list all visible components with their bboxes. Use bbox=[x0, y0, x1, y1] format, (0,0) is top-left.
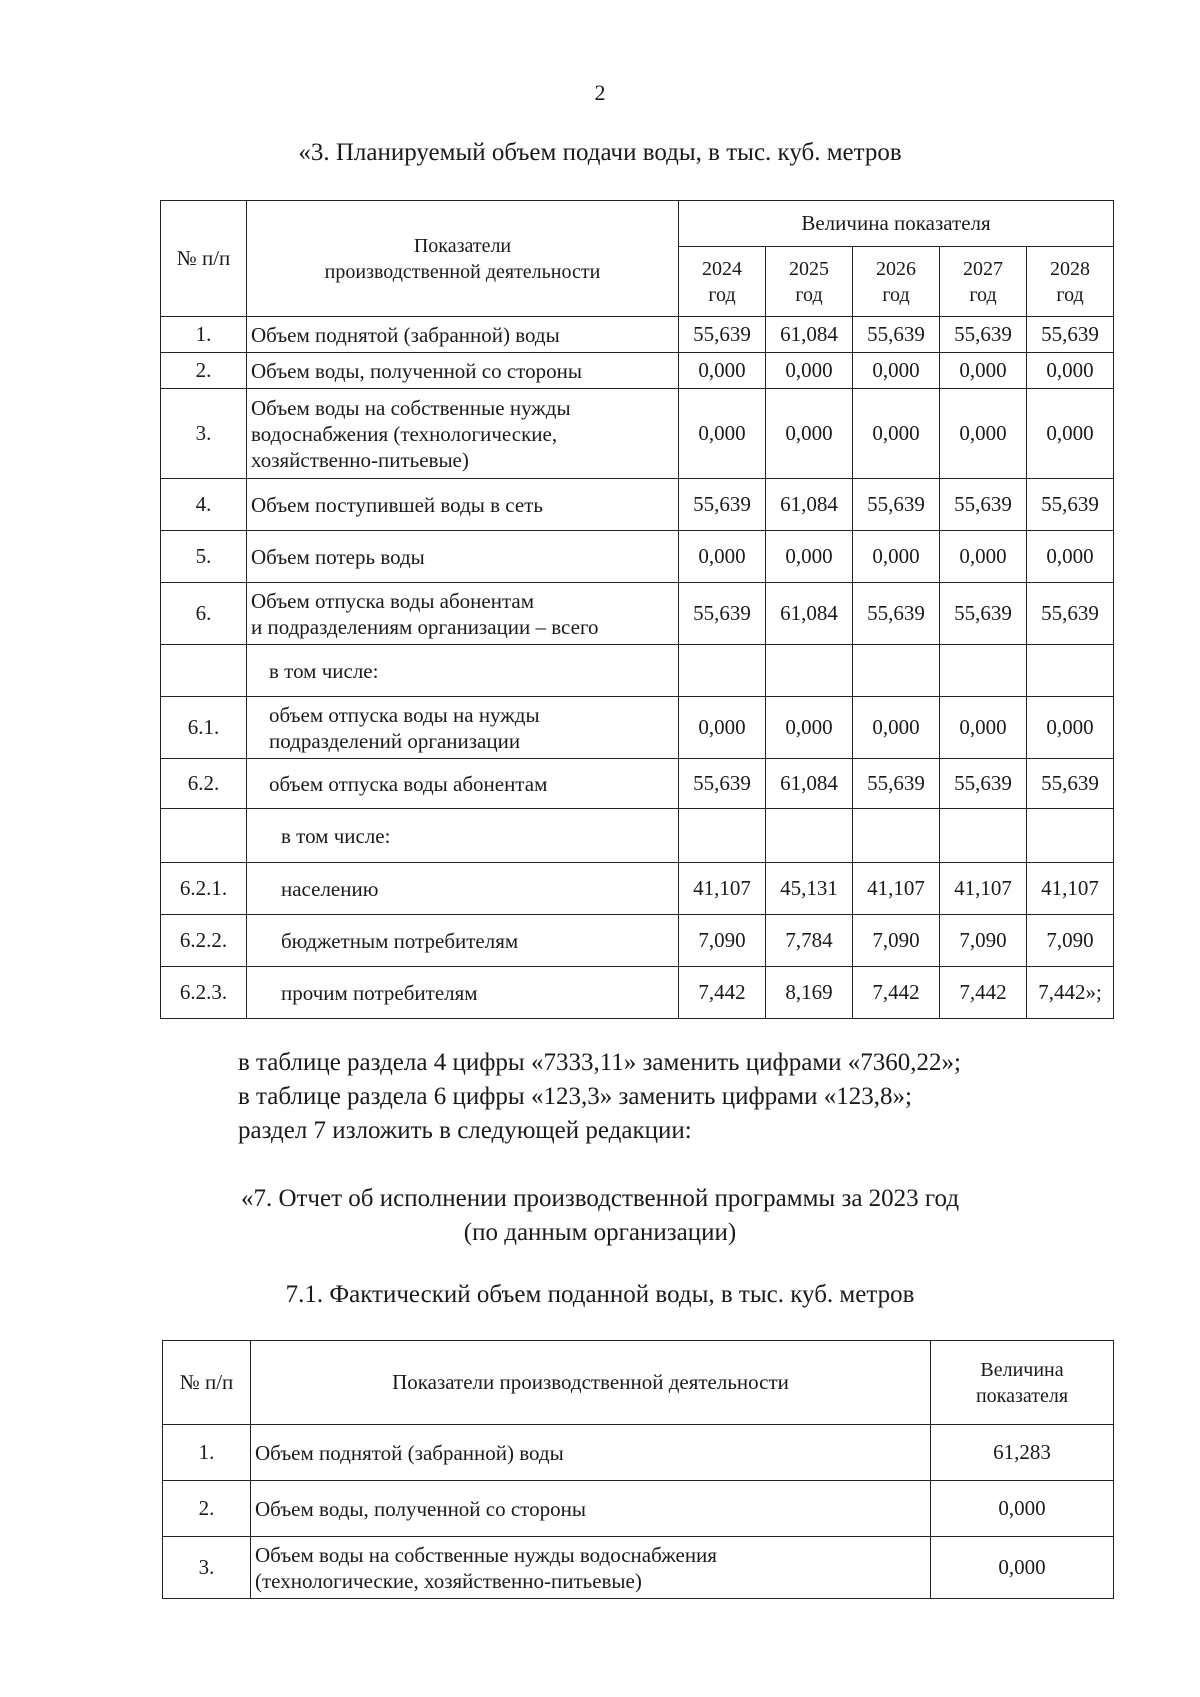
row-value: 0,000 bbox=[766, 531, 853, 583]
row-value: 7,090 bbox=[1027, 915, 1114, 967]
row-indicator: населению bbox=[247, 863, 679, 915]
row-value: 7,090 bbox=[679, 915, 766, 967]
row-value bbox=[853, 645, 940, 697]
row-value: 0,000 bbox=[931, 1481, 1114, 1537]
row-value: 0,000 bbox=[931, 1537, 1114, 1599]
header-year: 2027 год bbox=[940, 247, 1027, 317]
table-row bbox=[161, 353, 1114, 389]
row-num: 2. bbox=[161, 353, 247, 389]
table-row bbox=[163, 1537, 1114, 1599]
table-row bbox=[161, 863, 1114, 915]
row-indicator: бюджетным потребителям bbox=[247, 915, 679, 967]
header-year: 2026 год bbox=[853, 247, 940, 317]
row-value: 0,000 bbox=[853, 697, 940, 759]
row-value bbox=[1027, 809, 1114, 863]
row-indicator: Объем воды, полученной со стороны bbox=[247, 353, 679, 389]
row-value: 55,639 bbox=[1027, 759, 1114, 809]
row-num: 6.2.3. bbox=[161, 967, 247, 1019]
section-3-title: «3. Планируемый объем подачи воды, в тыс. куб. метров bbox=[298, 139, 902, 166]
row-indicator: в том числе: bbox=[247, 645, 679, 697]
row-indicator: Объем потерь воды bbox=[247, 531, 679, 583]
row-num bbox=[161, 645, 247, 697]
row-value: 55,639 bbox=[853, 583, 940, 645]
row-value: 0,000 bbox=[766, 389, 853, 479]
table-row bbox=[161, 583, 1114, 645]
table-row bbox=[161, 915, 1114, 967]
row-value: 61,084 bbox=[766, 583, 853, 645]
row-indicator: Объем поднятой (забранной) воды bbox=[247, 317, 679, 353]
row-value: 55,639 bbox=[1027, 479, 1114, 531]
row-num: 1. bbox=[163, 1425, 251, 1481]
row-value: 0,000 bbox=[940, 389, 1027, 479]
row-value bbox=[940, 809, 1027, 863]
row-value: 41,107 bbox=[940, 863, 1027, 915]
row-value: 55,639 bbox=[679, 479, 766, 531]
row-value: 61,084 bbox=[766, 479, 853, 531]
row-indicator: объем отпуска воды абонентам bbox=[247, 759, 679, 809]
row-value: 0,000 bbox=[679, 531, 766, 583]
row-value: 41,107 bbox=[853, 863, 940, 915]
row-value: 0,000 bbox=[766, 697, 853, 759]
row-value: 0,000 bbox=[1027, 531, 1114, 583]
header-indicator: Показатели производственной деятельности bbox=[247, 201, 679, 317]
header-num: № п/п bbox=[163, 1341, 251, 1425]
row-value: 7,784 bbox=[766, 915, 853, 967]
section-7-title: «7. Отчет об исполнении производственной программы за 2023 год (по данным организации) bbox=[240, 1185, 960, 1246]
table-row bbox=[161, 809, 1114, 863]
row-value bbox=[766, 645, 853, 697]
header-num: № п/п bbox=[161, 201, 247, 317]
row-indicator: прочим потребителям bbox=[247, 967, 679, 1019]
row-value: 8,169 bbox=[766, 967, 853, 1019]
row-value: 55,639 bbox=[1027, 317, 1114, 353]
header-year: 2024 год bbox=[679, 247, 766, 317]
row-value: 0,000 bbox=[679, 697, 766, 759]
row-num: 4. bbox=[161, 479, 247, 531]
row-num: 3. bbox=[163, 1537, 251, 1599]
row-value: 7,442 bbox=[853, 967, 940, 1019]
row-indicator: в том числе: bbox=[247, 809, 679, 863]
row-value: 0,000 bbox=[1027, 353, 1114, 389]
row-value: 7,442 bbox=[679, 967, 766, 1019]
table-row bbox=[163, 1481, 1114, 1537]
planned-water-supply-table bbox=[160, 200, 1114, 1019]
row-value: 61,084 bbox=[766, 317, 853, 353]
row-num: 5. bbox=[161, 531, 247, 583]
row-indicator: Объем отпуска воды абонентам и подразделениям организации – всего bbox=[247, 583, 679, 645]
row-value: 55,639 bbox=[679, 317, 766, 353]
row-value: 0,000 bbox=[1027, 697, 1114, 759]
row-value: 55,639 bbox=[853, 317, 940, 353]
table-row bbox=[161, 697, 1114, 759]
row-value bbox=[679, 645, 766, 697]
table-row bbox=[161, 531, 1114, 583]
table-row bbox=[161, 479, 1114, 531]
row-num: 6.2.1. bbox=[161, 863, 247, 915]
header-value: Величина показателя bbox=[931, 1341, 1114, 1425]
row-indicator: Объем поступившей воды в сеть bbox=[247, 479, 679, 531]
row-value: 61,283 bbox=[931, 1425, 1114, 1481]
row-num: 2. bbox=[163, 1481, 251, 1537]
row-value: 61,084 bbox=[766, 759, 853, 809]
row-value bbox=[766, 809, 853, 863]
row-value: 0,000 bbox=[853, 353, 940, 389]
row-value: 0,000 bbox=[940, 697, 1027, 759]
amendment-line: в таблице раздела 4 цифры «7333,11» заменить цифрами «7360,22»; bbox=[238, 1049, 961, 1076]
row-value: 55,639 bbox=[853, 759, 940, 809]
actual-water-supply-table bbox=[162, 1340, 1114, 1599]
row-num bbox=[161, 809, 247, 863]
page-number: 2 bbox=[594, 80, 606, 105]
header-year: 2025 год bbox=[766, 247, 853, 317]
row-value bbox=[940, 645, 1027, 697]
row-value: 55,639 bbox=[853, 479, 940, 531]
table-row bbox=[161, 317, 1114, 353]
row-num: 1. bbox=[161, 317, 247, 353]
row-value bbox=[1027, 645, 1114, 697]
table-row bbox=[161, 645, 1114, 697]
row-num: 6.1. bbox=[161, 697, 247, 759]
row-value bbox=[853, 809, 940, 863]
row-value: 7,442 bbox=[940, 967, 1027, 1019]
row-num: 6.2. bbox=[161, 759, 247, 809]
table-row bbox=[161, 389, 1114, 479]
amendment-line: в таблице раздела 6 цифры «123,3» заменить цифрами «123,8»; bbox=[238, 1083, 912, 1110]
amendments-text bbox=[238, 1046, 1138, 1148]
row-num: 3. bbox=[161, 389, 247, 479]
row-value: 0,000 bbox=[679, 389, 766, 479]
row-value: 0,000 bbox=[853, 531, 940, 583]
row-value: 45,131 bbox=[766, 863, 853, 915]
row-value: 55,639 bbox=[679, 583, 766, 645]
row-num: 6. bbox=[161, 583, 247, 645]
row-value: 0,000 bbox=[940, 353, 1027, 389]
row-value: 55,639 bbox=[1027, 583, 1114, 645]
header-year: 2028 год bbox=[1027, 247, 1114, 317]
row-indicator: объем отпуска воды на нужды подразделений организации bbox=[247, 697, 679, 759]
table-row bbox=[161, 967, 1114, 1019]
row-indicator: Объем воды на собственные нужды водоснабжения (технологические, хозяйственно-питьевые) bbox=[247, 389, 679, 479]
row-value: 55,639 bbox=[940, 759, 1027, 809]
row-value: 7,090 bbox=[940, 915, 1027, 967]
row-value: 55,639 bbox=[679, 759, 766, 809]
row-value: 55,639 bbox=[940, 479, 1027, 531]
amendment-line: раздел 7 изложить в следующей редакции: bbox=[238, 1117, 692, 1144]
row-value bbox=[679, 809, 766, 863]
table-row bbox=[163, 1425, 1114, 1481]
row-value: 55,639 bbox=[940, 317, 1027, 353]
row-value: 7,090 bbox=[853, 915, 940, 967]
row-value: 41,107 bbox=[1027, 863, 1114, 915]
row-indicator: Объем воды на собственные нужды водоснабжения (технологические, хозяйственно-питьевые) bbox=[251, 1537, 931, 1599]
row-value: 0,000 bbox=[679, 353, 766, 389]
row-value: 0,000 bbox=[853, 389, 940, 479]
row-value: 0,000 bbox=[766, 353, 853, 389]
row-num: 6.2.2. bbox=[161, 915, 247, 967]
table-row bbox=[161, 759, 1114, 809]
row-value: 55,639 bbox=[940, 583, 1027, 645]
row-indicator: Объем поднятой (забранной) воды bbox=[251, 1425, 931, 1481]
row-value: 7,442»; bbox=[1027, 967, 1114, 1019]
section-7-1-subtitle: 7.1. Фактический объем поданной воды, в тыс. куб. метров bbox=[285, 1281, 915, 1308]
row-value: 0,000 bbox=[1027, 389, 1114, 479]
row-indicator: Объем воды, полученной со стороны bbox=[251, 1481, 931, 1537]
row-value: 0,000 bbox=[940, 531, 1027, 583]
header-value: Величина показателя bbox=[679, 201, 1114, 247]
row-value: 41,107 bbox=[679, 863, 766, 915]
header-indicator: Показатели производственной деятельности bbox=[251, 1341, 931, 1425]
